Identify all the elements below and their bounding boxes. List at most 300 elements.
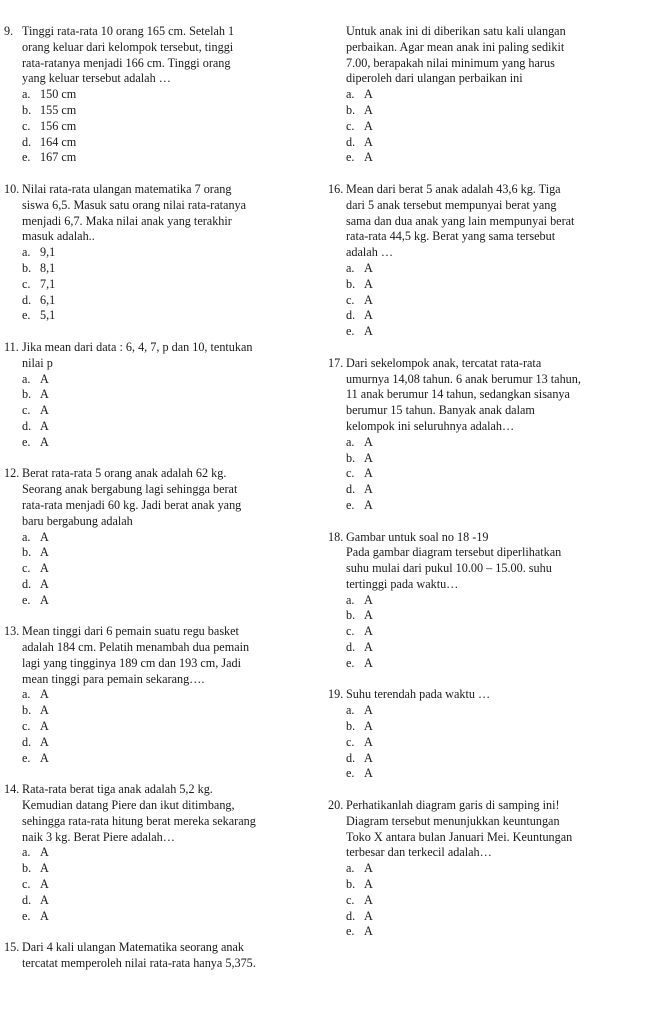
option-value: A: [40, 576, 49, 591]
question-text: Berat rata-rata 5 orang anak adalah 62 kg.: [22, 466, 227, 481]
question-number: 9.: [4, 24, 14, 38]
question-text: Suhu terendah pada waktu …: [346, 687, 491, 702]
option-letter: d.: [22, 418, 32, 433]
option-letter: e.: [346, 324, 355, 339]
option-value: A: [364, 434, 373, 449]
question-number: 10.: [4, 181, 20, 196]
answer-option[interactable]: [328, 924, 638, 940]
option-value: A: [364, 908, 373, 923]
question-spacer: [4, 451, 314, 467]
answer-option[interactable]: [328, 735, 638, 751]
option-value: A: [364, 308, 373, 323]
option-letter: a.: [22, 687, 31, 702]
question-block: [4, 182, 314, 324]
answer-option[interactable]: [328, 766, 638, 782]
option-letter: e.: [22, 434, 31, 449]
option-value: A: [364, 118, 373, 133]
option-letter: d.: [22, 292, 32, 307]
question-text: umurnya 14,08 tahun. 6 anak berumur 13 tahun,: [346, 371, 581, 386]
answer-option[interactable]: [328, 293, 638, 309]
answer-option[interactable]: [4, 751, 314, 767]
question-text-line: [4, 198, 314, 214]
question-block: [4, 624, 314, 766]
answer-option[interactable]: [328, 719, 638, 735]
option-value: A: [364, 102, 373, 117]
question-text-line: [328, 798, 638, 814]
question-text-line: [328, 24, 638, 40]
option-value: A: [364, 892, 373, 907]
question-text-line: [328, 356, 638, 372]
option-value: A: [364, 450, 373, 465]
question-text-line: [4, 782, 314, 798]
option-letter: b.: [22, 387, 32, 402]
question-text-line: [4, 71, 314, 87]
question-text-line: [328, 245, 638, 261]
question-text: masuk adalah..: [22, 229, 95, 244]
answer-option[interactable]: [328, 593, 638, 609]
answer-option[interactable]: [4, 435, 314, 451]
option-value: 7,1: [40, 276, 56, 291]
option-letter: a.: [22, 245, 31, 260]
question-text: 7.00, berapakah nilai minimum yang harus: [346, 55, 555, 70]
question-text-line: [4, 514, 314, 530]
question-text: adalah 184 cm. Pelatih menambah dua pemain: [22, 640, 250, 655]
option-value: 156 cm: [40, 118, 77, 133]
answer-option[interactable]: [4, 687, 314, 703]
question-text: Dari sekelompok anak, tercatat rata-rata: [346, 355, 542, 370]
question-text-line: [328, 561, 638, 577]
question-spacer: [4, 766, 314, 782]
option-letter: b.: [346, 450, 356, 465]
option-value: A: [40, 877, 49, 892]
option-letter: e.: [346, 766, 355, 781]
option-value: A: [364, 592, 373, 607]
answer-option[interactable]: [328, 624, 638, 640]
question-text-line: [4, 24, 314, 40]
option-letter: e.: [22, 592, 31, 607]
question-text-line: [4, 814, 314, 830]
option-value: A: [364, 276, 373, 291]
question-text-line: [4, 624, 314, 640]
question-text-line: [328, 40, 638, 56]
question-spacer: [4, 166, 314, 182]
answer-option[interactable]: [328, 909, 638, 925]
answer-option[interactable]: [4, 845, 314, 861]
question-text: Gambar untuk soal no 18 -19: [346, 529, 489, 544]
option-value: A: [40, 529, 49, 544]
option-value: A: [364, 134, 373, 149]
question-text-line: [4, 672, 314, 688]
question-text: perbaikan. Agar mean anak ini paling sedikit: [346, 39, 565, 54]
answer-option[interactable]: [328, 656, 638, 672]
option-letter: c.: [346, 734, 355, 749]
question-text: baru bergabung adalah: [22, 513, 133, 528]
option-value: A: [364, 703, 373, 718]
question-block: [328, 530, 638, 672]
option-value: A: [40, 387, 49, 402]
option-value: A: [364, 608, 373, 623]
question-text: Mean dari berat 5 anak adalah 43,6 kg. Tiga: [346, 181, 561, 196]
option-letter: b.: [22, 545, 32, 560]
question-text-line: [4, 830, 314, 846]
option-value: A: [364, 466, 373, 481]
question-text-line: [4, 656, 314, 672]
option-value: 9,1: [40, 245, 56, 260]
answer-option[interactable]: [328, 277, 638, 293]
option-value: A: [364, 719, 373, 734]
question-text: Mean tinggi dari 6 pemain suatu regu basket: [22, 624, 239, 639]
option-letter: d.: [22, 734, 32, 749]
option-value: A: [40, 418, 49, 433]
option-value: A: [364, 150, 373, 165]
option-value: A: [364, 324, 373, 339]
option-value: 5,1: [40, 308, 56, 323]
option-letter: a.: [346, 861, 355, 876]
question-block: [4, 940, 314, 972]
option-letter: b.: [22, 260, 32, 275]
option-letter: c.: [22, 719, 31, 734]
answer-option[interactable]: [4, 387, 314, 403]
option-value: A: [364, 260, 373, 275]
question-number: 16.: [328, 181, 344, 196]
question-spacer: [4, 924, 314, 940]
option-letter: e.: [22, 308, 31, 323]
question-block: [328, 798, 638, 940]
question-text: sehingga rata-rata hitung berat mereka sekarang: [22, 813, 256, 828]
option-value: A: [40, 592, 49, 607]
question-text-line: [328, 545, 638, 561]
question-spacer: [4, 324, 314, 340]
question-text-line: [328, 387, 638, 403]
question-text: menjadi 6,7. Maka nilai anak yang terakhir: [22, 213, 232, 228]
option-value: A: [40, 734, 49, 749]
answer-option[interactable]: [328, 482, 638, 498]
option-letter: c.: [346, 292, 355, 307]
question-text: orang keluar dari kelompok tersebut, tinggi: [22, 39, 234, 54]
option-letter: b.: [346, 608, 356, 623]
option-value: A: [40, 403, 49, 418]
question-text: berumur 15 tahun. Banyak anak dalam: [346, 403, 535, 418]
question-block: [4, 340, 314, 451]
question-text-line: [4, 798, 314, 814]
question-spacer: [328, 514, 638, 530]
question-text-line: [328, 182, 638, 198]
question-text-line: [328, 830, 638, 846]
question-text: adalah …: [346, 245, 394, 260]
question-text: Kemudian datang Piere dan ikut ditimbang,: [22, 798, 235, 813]
question-text-line: [328, 687, 638, 703]
answer-option[interactable]: [4, 135, 314, 151]
option-letter: a.: [22, 529, 31, 544]
answer-option[interactable]: [328, 877, 638, 893]
answer-option[interactable]: [328, 640, 638, 656]
answer-option[interactable]: [328, 861, 638, 877]
question-block: [328, 687, 638, 782]
option-value: A: [40, 861, 49, 876]
question-text-line: [328, 403, 638, 419]
question-text: Seorang anak bergabung lagi sehingga berat: [22, 482, 238, 497]
option-value: 8,1: [40, 260, 56, 275]
answer-option[interactable]: [328, 893, 638, 909]
question-text: lagi yang tingginya 189 cm dan 193 cm, Jadi: [22, 655, 241, 670]
question-number: 17.: [328, 355, 344, 370]
answer-option[interactable]: [328, 261, 638, 277]
answer-option[interactable]: [328, 435, 638, 451]
answer-option[interactable]: [328, 751, 638, 767]
question-text-line: [328, 419, 638, 435]
option-letter: b.: [346, 276, 356, 291]
option-value: A: [364, 655, 373, 670]
question-text: rata-rata menjadi 60 kg. Jadi berat anak yang: [22, 497, 242, 512]
answer-option[interactable]: [328, 150, 638, 166]
question-text-line: [4, 940, 314, 956]
option-letter: d.: [346, 482, 356, 497]
answer-option[interactable]: [328, 308, 638, 324]
answer-option[interactable]: [4, 419, 314, 435]
question-number: 12.: [4, 466, 20, 481]
option-letter: c.: [346, 118, 355, 133]
option-letter: d.: [22, 134, 32, 149]
question-spacer: [328, 782, 638, 798]
answer-option[interactable]: [328, 135, 638, 151]
option-value: A: [40, 845, 49, 860]
option-letter: c.: [346, 624, 355, 639]
option-letter: e.: [22, 908, 31, 923]
answer-option[interactable]: [328, 498, 638, 514]
question-number: 14.: [4, 782, 20, 797]
question-spacer: [328, 166, 638, 182]
question-text-line: [4, 482, 314, 498]
option-letter: e.: [346, 924, 355, 939]
question-text-line: [328, 198, 638, 214]
answer-option[interactable]: [4, 909, 314, 925]
question-number: 19.: [328, 687, 344, 702]
answer-option[interactable]: [4, 577, 314, 593]
option-value: A: [40, 750, 49, 765]
answer-option[interactable]: [4, 245, 314, 261]
answer-option[interactable]: [4, 735, 314, 751]
question-text-line: [4, 229, 314, 245]
option-value: A: [364, 640, 373, 655]
option-value: A: [40, 892, 49, 907]
question-text: kelompok ini seluruhnya adalah…: [346, 418, 515, 433]
question-text: Tinggi rata-rata 10 orang 165 cm. Setelah 1: [22, 24, 235, 38]
question-text: Dari 4 kali ulangan Matematika seorang anak: [22, 940, 244, 955]
option-letter: a.: [22, 845, 31, 860]
question-text: Perhatikanlah diagram garis di samping ini!: [346, 798, 560, 813]
option-letter: c.: [346, 466, 355, 481]
question-text-line: [328, 71, 638, 87]
question-text-line: [4, 340, 314, 356]
answer-option[interactable]: [4, 372, 314, 388]
question-text-line: [328, 530, 638, 546]
question-block: [328, 182, 638, 340]
answer-option[interactable]: [4, 719, 314, 735]
answer-option[interactable]: [4, 308, 314, 324]
option-letter: c.: [22, 118, 31, 133]
answer-option[interactable]: [4, 293, 314, 309]
option-value: 155 cm: [40, 102, 77, 117]
answer-option[interactable]: [4, 150, 314, 166]
option-letter: a.: [346, 592, 355, 607]
answer-option[interactable]: [4, 545, 314, 561]
right-column: [328, 24, 638, 940]
option-value: A: [40, 434, 49, 449]
option-letter: e.: [346, 497, 355, 512]
option-letter: c.: [22, 403, 31, 418]
option-letter: a.: [22, 87, 31, 102]
option-value: A: [364, 877, 373, 892]
question-text: naik 3 kg. Berat Piere adalah…: [22, 829, 175, 844]
option-value: A: [40, 908, 49, 923]
question-text: rata-ratanya menjadi 166 cm. Tinggi orang: [22, 55, 231, 70]
question-text: suhu mulai dari pukul 10.00 – 15.00. suhu: [346, 561, 552, 576]
question-text: tercatat memperoleh nilai rata-rata hanya 5,375.: [22, 956, 256, 971]
question-block: [328, 24, 638, 166]
question-text-line: [4, 40, 314, 56]
question-block: [4, 782, 314, 924]
answer-option[interactable]: [4, 277, 314, 293]
question-text: diperoleh dari ulangan perbaikan ini: [346, 71, 523, 86]
option-value: 6,1: [40, 292, 56, 307]
answer-option[interactable]: [328, 703, 638, 719]
answer-option[interactable]: [4, 530, 314, 546]
answer-option[interactable]: [328, 324, 638, 340]
option-value: A: [364, 624, 373, 639]
option-value: A: [364, 750, 373, 765]
question-number: 15.: [4, 940, 20, 955]
question-block: [4, 24, 314, 166]
option-letter: a.: [346, 260, 355, 275]
question-text-line: [4, 356, 314, 372]
option-value: 167 cm: [40, 150, 77, 165]
option-value: A: [364, 861, 373, 876]
option-letter: b.: [22, 861, 32, 876]
question-text: mean tinggi para pemain sekarang….: [22, 671, 205, 686]
question-spacer: [328, 672, 638, 688]
question-text: 11 anak berumur 14 tahun, sedangkan sisanya: [346, 387, 570, 402]
option-letter: e.: [22, 750, 31, 765]
option-letter: b.: [346, 877, 356, 892]
question-number: 20.: [328, 798, 344, 813]
answer-option[interactable]: [4, 403, 314, 419]
option-value: A: [40, 703, 49, 718]
answer-option[interactable]: [4, 877, 314, 893]
option-value: A: [40, 545, 49, 560]
question-text-line: [328, 845, 638, 861]
option-letter: c.: [22, 561, 31, 576]
answer-option[interactable]: [4, 861, 314, 877]
answer-option[interactable]: [328, 608, 638, 624]
option-letter: b.: [346, 719, 356, 734]
question-text-line: [328, 814, 638, 830]
question-text-line: [4, 56, 314, 72]
option-letter: d.: [346, 908, 356, 923]
answer-option[interactable]: [328, 87, 638, 103]
option-letter: b.: [346, 102, 356, 117]
option-value: A: [40, 687, 49, 702]
option-value: A: [364, 482, 373, 497]
option-letter: a.: [346, 703, 355, 718]
question-number: 13.: [4, 624, 20, 639]
option-value: A: [364, 292, 373, 307]
option-letter: e.: [346, 150, 355, 165]
option-letter: a.: [346, 87, 355, 102]
option-value: A: [40, 561, 49, 576]
answer-option[interactable]: [328, 466, 638, 482]
answer-option[interactable]: [4, 103, 314, 119]
option-letter: d.: [22, 892, 32, 907]
option-letter: c.: [22, 877, 31, 892]
question-text: dari 5 anak tersebut mempunyai berat yang: [346, 197, 557, 212]
answer-option[interactable]: [4, 119, 314, 135]
option-value: 164 cm: [40, 134, 77, 149]
answer-option[interactable]: [328, 451, 638, 467]
question-text: Pada gambar diagram tersebut diperlihatkan: [346, 545, 562, 560]
question-text-line: [4, 640, 314, 656]
option-value: A: [364, 924, 373, 939]
question-text: rata-rata 44,5 kg. Berat yang sama tersebut: [346, 229, 556, 244]
question-number: 18.: [328, 529, 344, 544]
question-text-line: [4, 182, 314, 198]
option-letter: e.: [22, 150, 31, 165]
answer-option[interactable]: [4, 87, 314, 103]
left-column: [4, 24, 314, 972]
question-spacer: [328, 340, 638, 356]
option-value: A: [364, 766, 373, 781]
answer-option[interactable]: [4, 593, 314, 609]
question-spacer: [4, 608, 314, 624]
question-text: siswa 6,5. Masuk satu orang nilai rata-ratanya: [22, 197, 247, 212]
option-value: A: [364, 734, 373, 749]
answer-option[interactable]: [328, 119, 638, 135]
question-text: yang keluar tersebut adalah …: [22, 71, 171, 86]
option-letter: d.: [346, 640, 356, 655]
answer-option[interactable]: [4, 893, 314, 909]
question-text: Nilai rata-rata ulangan matematika 7 orang: [22, 181, 232, 196]
question-text: Jika mean dari data : 6, 4, 7, p dan 10, tentukan: [22, 339, 253, 354]
option-letter: e.: [346, 655, 355, 670]
option-letter: d.: [346, 750, 356, 765]
option-value: A: [364, 87, 373, 102]
question-text-line: [4, 466, 314, 482]
option-letter: a.: [22, 371, 31, 386]
question-text-line: [328, 577, 638, 593]
question-text-line: [328, 372, 638, 388]
option-letter: d.: [346, 308, 356, 323]
question-text: Diagram tersebut menunjukkan keuntungan: [346, 813, 560, 828]
question-text-line: [328, 229, 638, 245]
option-letter: b.: [22, 703, 32, 718]
option-value: 150 cm: [40, 87, 77, 102]
answer-option[interactable]: [4, 703, 314, 719]
question-block: [4, 466, 314, 608]
option-letter: c.: [346, 892, 355, 907]
question-text: sama dan dua anak yang lain mempunyai berat: [346, 213, 575, 228]
question-text: Toko X antara bulan Januari Mei. Keuntungan: [346, 829, 573, 844]
question-text-line: [4, 214, 314, 230]
answer-option[interactable]: [4, 561, 314, 577]
question-text: nilai p: [22, 355, 53, 370]
question-text-line: [328, 214, 638, 230]
question-block: [328, 356, 638, 514]
option-letter: c.: [22, 276, 31, 291]
question-text: tertinggi pada waktu…: [346, 576, 459, 591]
answer-option[interactable]: [4, 261, 314, 277]
option-value: A: [364, 497, 373, 512]
question-text: Untuk anak ini di diberikan satu kali ulangan: [346, 24, 566, 38]
answer-option[interactable]: [328, 103, 638, 119]
